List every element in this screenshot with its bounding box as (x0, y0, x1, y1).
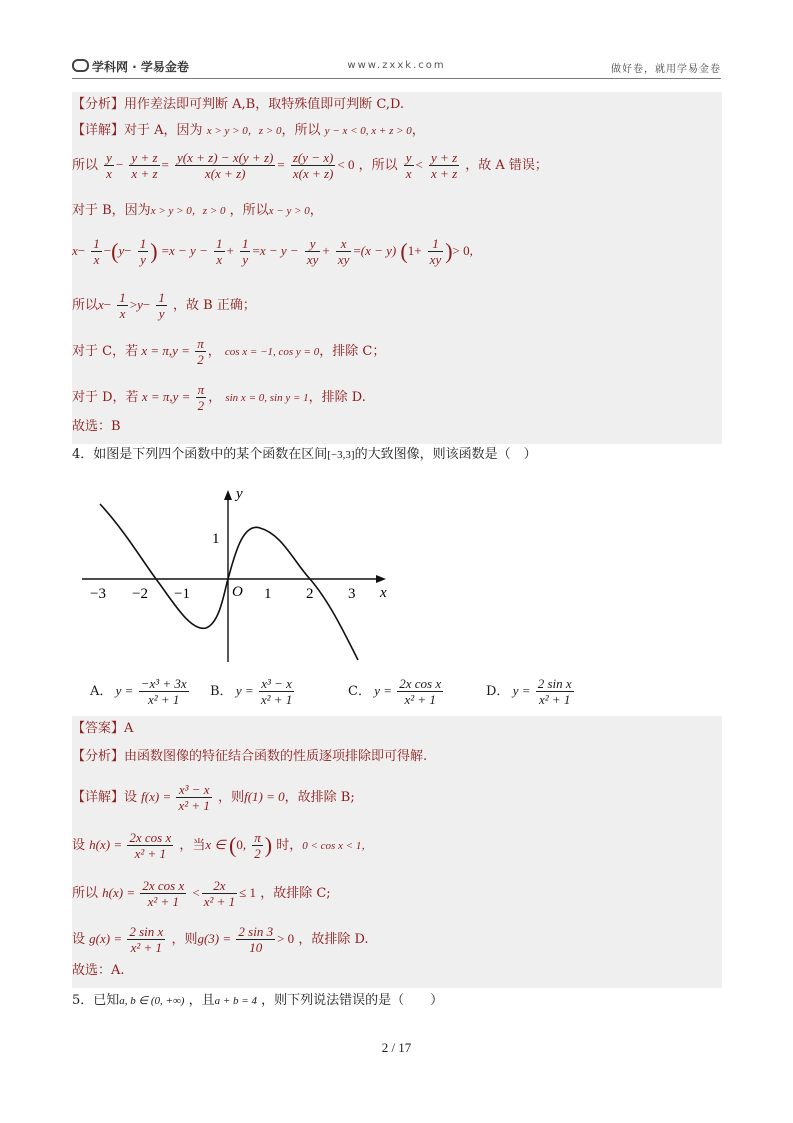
x-axis-label: x (380, 585, 387, 601)
option-b[interactable]: B． y = $\frac{\text{x³ − x}}{\text{x² + 1}}$ (210, 676, 293, 707)
x-tick-1: 1 (264, 586, 272, 602)
x-tick-neg2: −2 (132, 586, 148, 602)
origin-label: O (232, 584, 243, 600)
x-axis-arrow (376, 575, 386, 583)
q4-detail-d: 设 g(x) = $\frac{\text{2 sin x}}{\text{x² + 1}}$ ，则g(3) = $\frac{2 \sin 3}{10}$ > 0 ，故排除 D. (72, 924, 369, 955)
q4-analysis: 【分析】由函数图像的特征结合函数的性质逐项排除即可得解. (72, 749, 428, 764)
q3-analysis: 【分析】用作差法即可判断 A,B，取特殊值即可判断 C,D. (72, 97, 405, 112)
x-tick-neg3: −3 (90, 586, 106, 602)
q4-detail-c1: 设 h(x) = $\frac{\text{2x cos x}}{\text{x² + 1}}$ ，当x ∈ (0, $\frac{\pi}{2}$ ) 时，0 < cos x < 1， (72, 830, 373, 861)
y-axis-label: y (236, 486, 243, 502)
header-divider (72, 78, 721, 79)
slogan: 做好卷，就用学易金卷 (611, 64, 721, 75)
q3-detail-b: 对于 B，因为x > y > 0，z > 0 ，所以x − y > 0， (72, 203, 323, 218)
y-tick-one: 1 (212, 531, 220, 547)
x-tick-neg1: −1 (174, 586, 190, 602)
option-d[interactable]: D． y = $\frac{\text{2 sin x}}{\text{x² + 1}}$ (486, 676, 572, 707)
q5-stem: 5．已知a, b ∈ (0, +∞) ，且a + b = 4 ，则下列说法错误的是（ ） (72, 993, 444, 1008)
option-a[interactable]: A． y = $\frac{\text{−x³ + 3x}}{\text{x² + 1}}$ (90, 676, 187, 707)
q3-a-derivation: 所以 $\frac{y}{x}$ − $\frac{y + z}{x + z}$ = $\frac{y(x + z) - x(y + z)}{x(x + z)}$ = $\frac{z(y - x)}{x(x + z)}$ < 0 ，所以 $\frac{y}{x}$ < $\frac{y + z}{x + z}$ ，故 A 错误； (72, 150, 548, 181)
x-tick-3: 3 (348, 586, 356, 602)
q4-answer: 【答案】A (72, 721, 134, 736)
q4-detail-b: 【详解】设 f(x) = $\frac{\text{x³ − x}}{\text{x² + 1}}$ ，则f(1) = 0，故排除 B; (72, 782, 355, 813)
q3-choice: 故选：B (72, 419, 121, 434)
q3-detail-d: 对于 D，若 x = π,y = $\frac{\pi}{2}$ ， sin x = 0, sin y = 1，排除 D. (72, 382, 366, 413)
q4-stem: 4．如图是下列四个函数中的某个函数在区间[−3,3]的大致图像，则该函数是（ ） (72, 447, 537, 462)
q4-function-graph (76, 482, 396, 662)
function-curve (100, 504, 358, 660)
q4-detail-c2: 所以 h(x) = $\frac{\text{2x cos x}}{\text{x² + 1}}$ < $\frac{2x}{\text{x² + 1}}$ ≤ 1 ，故排除 C; (72, 878, 331, 909)
q4-choice: 故选：A. (72, 963, 125, 978)
x-tick-2: 2 (306, 586, 314, 602)
page-number: 2 / 17 (381, 1040, 412, 1055)
y-axis-arrow (224, 490, 232, 500)
q3-detail-c: 对于 C，若 x = π,y = $\frac{\pi}{2}$ ， cos x = −1, cos y = 0，排除 C； (72, 336, 386, 367)
logo: 学科网 · 学易金卷 (72, 58, 189, 75)
option-c[interactable]: C． y = $\frac{\text{2x cos x}}{\text{x² + 1}}$ (348, 676, 442, 707)
q3-b-derivation: x− $\frac{1}{x}$ −(y− $\frac{1}{y}$ ) =x − y − $\frac{1}{x}$ + $\frac{1}{y}$ =x − y − $\frac{y}{xy}$ + $\frac{x}{xy}$ =(x − y) (1+ $\frac{1}{xy}$ )> 0, (72, 236, 473, 267)
page-header (72, 56, 721, 78)
q3-b-conclusion: 所以x− $\frac{1}{x}$ >y− $\frac{1}{y}$ ，故 B 正确； (72, 290, 256, 321)
q3-detail-a: 【详解】对于 A，因为 x > y > 0，z > 0，所以 y − x < 0, x + z > 0， (72, 123, 425, 138)
site-url: www.zxxk.com (347, 60, 446, 71)
